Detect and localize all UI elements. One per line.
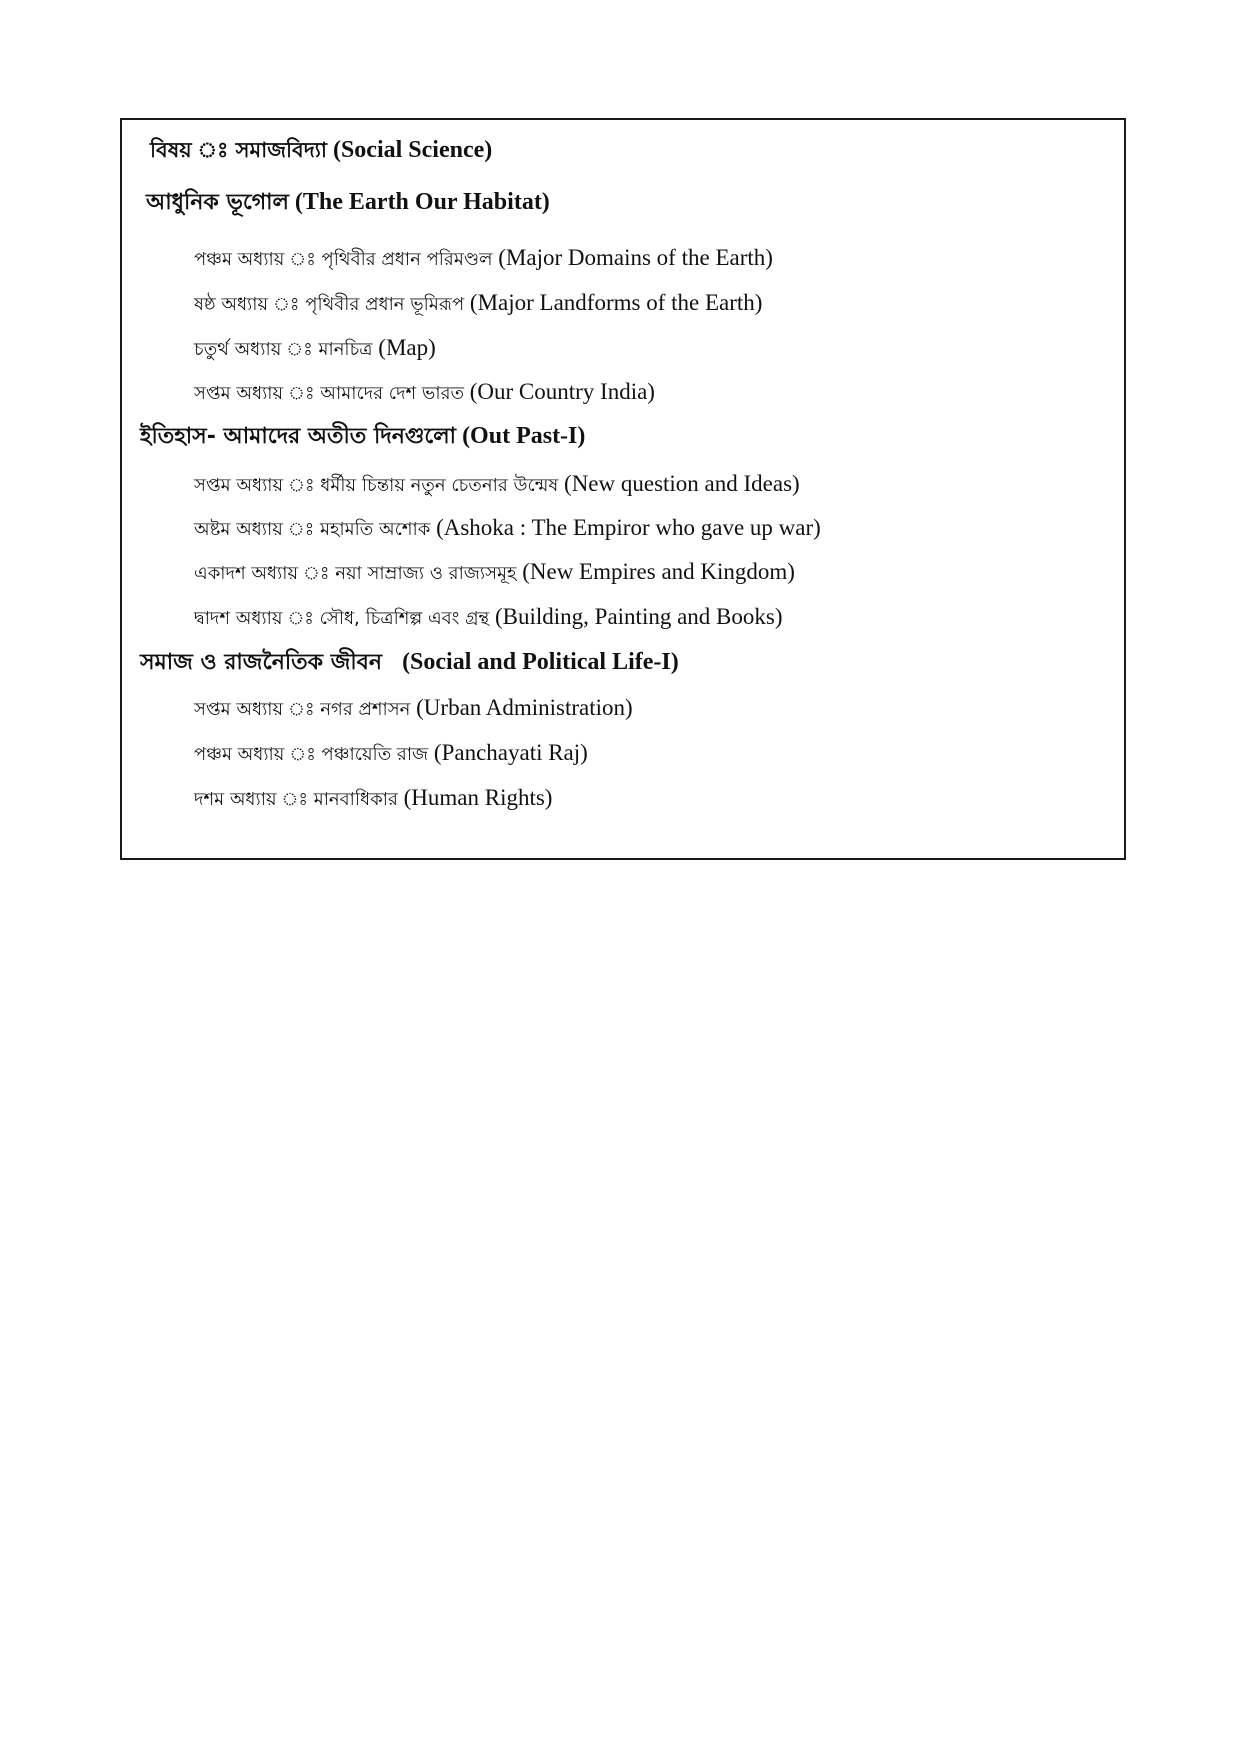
- section-heading-bn: সমাজ ও রাজনৈতিক জীবন: [140, 650, 383, 675]
- subject-title-en: (Social Science): [332, 137, 493, 163]
- syllabus-box: [120, 118, 1126, 860]
- chapter-bn: পঞ্চম অধ্যায় ঃ পৃথিবীর প্রধান পরিমণ্ডল: [194, 249, 493, 270]
- section-heading-geography: [146, 190, 550, 214]
- chapter-bn: সপ্তম অধ্যায় ঃ ধর্মীয় চিন্তায় নতুন চেতনার উন্মেষ: [194, 475, 559, 496]
- chapter-bn: দশম অধ্যায় ঃ মানবাধিকার: [194, 789, 398, 810]
- chapter-bn: ষষ্ঠ অধ্যায় ঃ পৃথিবীর প্রধান ভূমিরূপ: [194, 294, 465, 315]
- chapter-en: (Major Landforms of the Earth): [469, 290, 763, 315]
- chapter-bn: অষ্টম অধ্যায় ঃ মহামতি অশোক: [194, 519, 431, 540]
- section-heading-history: [140, 424, 585, 448]
- chapter-en: (Panchayati Raj): [433, 740, 588, 765]
- chapter-en: (Human Rights): [403, 785, 553, 810]
- chapter-item: [194, 741, 588, 764]
- chapter-bn: দ্বাদশ অধ্যায় ঃ সৌধ, চিত্রশিল্প এবং গ্রন্থ: [194, 608, 490, 629]
- chapter-en: (Ashoka : The Empiror who gave up war): [436, 515, 821, 540]
- chapter-item: [194, 605, 783, 628]
- chapter-item: [194, 472, 800, 495]
- chapter-bn: সপ্তম অধ্যায় ঃ আমাদের দেশ ভারত: [194, 383, 464, 404]
- chapter-item: [194, 291, 762, 314]
- subject-title-bn: বিষয় ঃ সমাজবিদ্যা: [150, 138, 327, 162]
- section-heading-en: (Social and Political Life-I): [402, 649, 679, 675]
- chapter-item: [194, 560, 795, 583]
- chapter-en: (Major Domains of the Earth): [498, 245, 773, 270]
- chapter-en: (Map): [378, 335, 436, 360]
- chapter-en: (New Empires and Kingdom): [522, 559, 795, 584]
- section-heading-civics: [140, 650, 679, 674]
- chapter-bn: চতুর্থ অধ্যায় ঃ মানচিত্র: [194, 339, 373, 360]
- section-heading-en: (Out Past-I): [462, 423, 586, 449]
- chapter-item: [194, 246, 773, 269]
- chapter-en: (Urban Administration): [416, 695, 633, 720]
- chapter-item: [194, 786, 552, 809]
- chapter-bn: সপ্তম অধ্যায় ঃ নগর প্রশাসন: [194, 699, 411, 720]
- chapter-bn: একাদশ অধ্যায় ঃ নয়া সাম্রাজ্য ও রাজ্যসমূহ: [194, 563, 517, 584]
- chapter-item: [194, 380, 655, 403]
- chapter-item: [194, 336, 436, 359]
- section-heading-en: (The Earth Our Habitat): [294, 189, 550, 215]
- section-heading-bn: ইতিহাস- আমাদের অতীত দিনগুলো: [140, 424, 457, 449]
- chapter-en: (Building, Painting and Books): [495, 604, 783, 629]
- chapter-en: (New question and Ideas): [564, 471, 800, 496]
- chapter-en: (Our Country India): [469, 379, 655, 404]
- chapter-item: [194, 516, 821, 539]
- chapter-item: [194, 696, 633, 719]
- subject-title: [150, 138, 492, 162]
- chapter-bn: পঞ্চম অধ্যায় ঃ পঞ্চায়েতি রাজ: [194, 744, 429, 765]
- section-heading-bn: আধুনিক ভূগোল: [146, 190, 289, 215]
